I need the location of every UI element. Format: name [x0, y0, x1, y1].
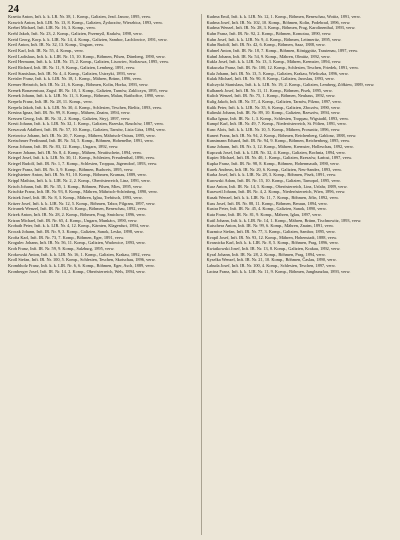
list-entry: Kroh Franz, Inft. IR. Nr. 59, 9. Komp., Salzburg, 1895, verw.	[8, 245, 115, 251]
list-entry: Kutschera Anton, Inft. IR. Nr. 99, 6. Komp., Mähren, Znaim, 1891, verw.	[206, 223, 334, 229]
list-entry: Kronberger Josef, Inft. IR. Nr. 14, 2. Komp., Oberösterreich, Wels, 1894, verw.	[8, 268, 146, 274]
list-entry: Krenek Bonaventura, Zugsf. IR. Nr. 10, 1. Komp., Galizien, Tarnów, Zakliczyn, 1895, verw.	[8, 87, 169, 93]
right-column	[207, 14, 395, 535]
list-entry: Kvapil Josef, Inft. IR. Nr. 93, 12. Komp., Mähren, Hohenstadt, 1888, verw.	[206, 234, 338, 240]
list-entry: Kukuczka Franz, Inft. IR. Nr. 100, 12. Komp., Schlesien, Teschen, Friedek, 1891, verw.	[206, 64, 359, 70]
list-entry: Krenek Johann, Inft. k. k. LIR. Nr. 11, 3. Komp., Böhmen, Malan, Ratibořice, 1890, verw.	[8, 93, 165, 99]
list-entry: Kuhnel Anton, Inft. IR. Nr. 18, 7. Komp., Böhmen, Königgrätz, Trautenau, 1897, verw.	[206, 47, 359, 53]
list-entry: Krivanek Wenzel, Inft. IR. Nr. 102, 6. Komp., Böhmen, Beneschau, 1892, verw.	[8, 206, 148, 212]
list-entry: Krombholz Franz, Inft. k. k. LIR. Nr. 6, 6. Komp., Böhmen, Eger, Asch, 1889, verw.	[8, 262, 155, 268]
list-entry: Kritzer Josef, Inft. k. k. LIR. Nr. 12, 5. Komp., Böhmen, Tabor, Pilgram, 1897, verw.	[8, 200, 156, 206]
list-entry: Krogulec Johann, Inft. IR. Nr. 56, 11. Komp., Galizien, Wadowice, 1893, verw.	[8, 240, 146, 246]
list-entry: Kulhanek Josef, Inft. IR. Nr. 11, 11. Komp., Böhmen, Pisek, 1895, verw.	[206, 87, 333, 93]
list-entry: Kreil Stanislaus, Inft. IR. Nr. 4, 4. Komp., Galizien, Ustrzyki, 1893, verw.	[8, 70, 137, 76]
list-entry: Krippl Mathias, Inft. k. k. LIR. Nr. 2, 2. Komp., Oberösterreich, Linz, 1891, verw.	[8, 178, 151, 184]
list-entry: Kretschmer Ferdinand, Inft. IR. Nr. 54, 5. Komp., Böhmen, Hohenelbe, 1891, verw.	[8, 138, 154, 144]
list-entry: Krisch Johann, Inft. IR. Nr. 35, 1. Komp., Böhmen, Pilsen, Mies, 1895, verw.	[8, 183, 143, 189]
list-entry: Kreisler Franz, Inft. k. k. LIR. Nr. 18, 1. Komp., Mähren, Brünn, 1896, verw.	[8, 76, 142, 82]
list-entry: Kutil Johann, Inft. k. k. LIR. Nr. 14, 1. Komp., Mähren, Brünn, Tischnowitz, 1893, verw.	[206, 217, 362, 223]
list-entry: Kwiatkowski Josef, Inft. IR. Nr. 13, 8. Komp., Galizien, Krakau, 1892, verw.	[206, 245, 341, 251]
list-entry: Kreil Karl, Inft. IR. Nr. 55, 4. Komp., verw.	[8, 47, 84, 53]
list-entry: Krepela Jakob, Inft. k. k. LIR. Nr. 30, 4. Komp., Schlesien, Teschen, Bielitz, 1893, verw.	[8, 104, 163, 110]
list-entry: Kula Johann, Inft. IR. Nr. 13, 5. Komp., Galizien, Krakau, Wieliczka, 1896, verw.	[206, 70, 349, 76]
list-entry: Krofta Karl, Inft. IR. Nr. 73, 7. Komp., Böhmen, Eger, 1891, verw.	[8, 234, 125, 240]
list-entry: Kuhn Franz, Inft. IR. Nr. 92, 2. Komp., Böhmen, Komotau, 1890, verw.	[206, 30, 332, 36]
list-entry: Kristek Josef, Inft. IR. Nr. 8, 3. Komp., Mähren, Iglau, Trebitsch, 1893, verw.	[8, 195, 143, 200]
list-entry: Kumpf Karl, Inft. IR. Nr. 49, 7. Komp., Niederösterreich, St. Pölten, 1891, verw.	[206, 121, 347, 127]
list-entry: Kremer Heinrich, Inft. IR. Nr. 21, 6. Komp., Böhmen, Kolin, Horka, 1893, verw.	[8, 81, 149, 87]
column-divider	[201, 14, 202, 535]
list-entry: Kuss Josef, Inft. IR. Nr. 88, 11. Komp., Böhmen, Beraun, 1894, verw.	[206, 200, 328, 206]
list-entry: Krieger Franz, Inft. IR. Nr. 3, 9. Komp., Böhmen, Budweis, 1895, verw.	[8, 166, 134, 172]
list-entry: Kunstmann Eduard, Inft. IR. Nr. 94, 9. Komp., Böhmen, Reichenberg, 1895, verw.	[206, 138, 351, 144]
list-entry: Kroll Stefan, Inft. IR. Nr. 100, 5. Komp., Schlesien, Teschen, Skotschau, 1896, verw.	[8, 257, 156, 263]
list-entry: Kyral Johann, Inft. IR. Nr. 28, 2. Komp., Böhmen, Prag, 1894, verw.	[206, 251, 326, 257]
list-entry: Kulinski Johann, Inft. IR. Nr. 89, 10. Komp., Galizien, Rzeszów, 1894, verw.	[206, 110, 341, 116]
list-entry: Kulich Wenzel, Inft. IR. Nr. 75, 1. Komp., Böhmen, Neuhaus, 1892, verw.	[206, 93, 336, 99]
list-entry: Krehl Jakob, Inft. Nr. 23, 2. Komp., Galizien, Przemyśl, Kraków, 1898, verw.	[8, 30, 143, 36]
list-entry: Kurowski Adam, Inft. IR. Nr. 15, 10. Komp., Galizien, Tarnopol, 1895, verw.	[206, 178, 341, 184]
list-entry: Kreid Georg, Korp. k. k. LIR. Nr. 14, 4. Komp., Galizien, Sambor, Lachlowice, 1891, verw.	[8, 36, 168, 42]
list-entry: Kuzmicz Stefan, Inft. IR. Nr. 77, 3. Komp., Galizien, Sambor, 1895, verw.	[206, 228, 336, 234]
list-entry: Kupka Franz, Inft. IR. Nr. 98, 8. Komp., Böhmen, Hohenmauth, 1890, verw.	[206, 161, 340, 167]
list-entry: Kuhnl Johann, Inft. IR. Nr. 54, 9. Komp., Mähren, Olmütz, 1892, verw.	[206, 53, 331, 59]
list-entry: Kudrna Josef, Inft. IR. Nr. 102, 10. Komp., Böhmen, Kolin, Podebrad, 1896, verw.	[206, 19, 351, 25]
list-entry: Kunert Franz, Inft. IR. Nr. 94, 2. Komp., Böhmen, Reichenberg, Gablonz, 1888, verw.	[206, 132, 357, 138]
list-entry: Kyselka Wenzel, Inft. IR. Nr. 21, 10. Komp., Böhmen, Časlau, 1890, verw.	[206, 257, 337, 263]
list-entry: Krebet Michael, Inft. LIR. Nr. 16, 3. Komp., verw.	[8, 25, 96, 31]
list-entry: Krischke Franz, Inft. IR. Nr. 93, 8. Komp., Mähren, Mährisch-Schönberg, 1890, verw.	[8, 189, 158, 195]
list-entry: Kriegel Josef, Inft. k. k. LIR. Nr. 30, 11. Komp., Schlesien, Freudenthal, 1896, verw.	[8, 155, 156, 161]
list-entry: Krawtch Anton, Inft. LIR. Nr. 13, 8. Komp., Galizien, Żydaczów, Wierzbica, 1893, verw.	[8, 19, 163, 25]
list-entry: Kresti Johann, Inft. k. k. LIR. Nr. 32, 1. Komp., Galizien, Brzesko, Rzuchów, 1887, verw.	[8, 121, 164, 127]
list-entry: Kresina Ignaz, Inft. IR. Nr. 99, 8. Komp., Mähren, Znaim, 1894, verw.	[8, 110, 131, 116]
list-entry: Krieglsteiner Anton, Inft. IR. Nr. 91, 10. Komp., Böhmen, Krumau, 1889, verw.	[8, 172, 147, 178]
list-entry: Kulka Ignaz, Inft. IR. Nr. 1, 3. Komp., Schlesien, Troppau, Wigstadtl, 1893, verw.	[206, 115, 349, 121]
list-entry: Kulak Michael, Inft. IR. Nr. 90, 8. Komp., Galizien, Jaroslau, 1893, verw.	[206, 76, 335, 82]
list-entry: Kurzweil Johann, Inft. IR. Nr. 4, 2. Komp., Niederösterreich, Wien, 1896, verw.	[206, 189, 346, 195]
list-entry: Kreil Anton, Inft. IR. Nr. 32, 13. Komp., Ungarn, verw.	[8, 42, 105, 48]
list-entry: Kreuz Johann, Inft. IR. Nr. 83, 12. Komp., Ungarn, 1892, verw.	[8, 144, 119, 150]
list-entry: Lacina Franz, Inft. k. k. LIR. Nr. 11, 9. Komp., Böhmen, Jungbunzlau, 1893, verw.	[206, 268, 351, 274]
list-entry: Krepela Franz, Inft. IR. Nr. 28, 11. Komp., verw.	[8, 98, 93, 104]
text-columns	[8, 14, 394, 535]
list-entry: Kreil Richard, Inft. IR. Nr. 11, 9. Komp., Galizien, Lemberg, 1891, verw.	[8, 64, 136, 70]
list-entry: Kupiec Michael, Inft. IR. Nr. 40, 1. Komp., Galizien, Rzeszów, Łańcut, 1897, verw.	[206, 155, 353, 161]
list-entry: Kuhn Josef, Inft. k. k. LIR. Nr. 9, 4. Komp., Böhmen, Leitmeritz, 1895, verw.	[206, 36, 342, 42]
list-entry: Kriegel Rudolf, Inft. IR. Nr. 1, 7. Komp., Schlesien, Troppau, Jägerndorf, 1893, verw.	[8, 161, 158, 167]
list-entry: Krokowski Anton, Inft. k. k. LIR. Nr. 16, 1. Komp., Galizien, Krakau, 1892, verw.	[8, 251, 152, 257]
list-entry: Kurz Anton, Inft. IR. Nr. 14, 5. Komp., Oberösterreich, Linz, Urfahr, 1889, verw.	[206, 183, 348, 189]
list-entry: Kustra Peter, Inft. IR. Nr. 45, 4. Komp., Galizien, Sanok, 1890, verw.	[206, 206, 327, 212]
list-entry: Krizek Anton, Inft. IR. Nr. 28, 2. Komp., Böhmen, Prag, Smichow, 1896, verw.	[8, 211, 146, 217]
left-column	[8, 14, 196, 535]
list-entry: Kulczycki Stanislaus, Inft. k. k. LIR. Nr. 19, 2. Komp., Galizien, Lemberg, Zółkiew, 1889, verw.	[206, 81, 375, 87]
list-entry: Kurek Andreas, Inft. IR. Nr. 20, 6. Komp., Galizien, Neu-Sandez, 1893, verw.	[206, 166, 342, 172]
list-entry: Kusak Wenzel, Inft. k. k. LIR. Nr. 11, 7. Komp., Böhmen, Jičín, 1892, verw.	[206, 195, 339, 200]
list-entry: Kreuzer Johann, Inft. IR. Nr. 8, 4. Komp., Mähren, Neutitschein, 1894, verw.	[8, 149, 142, 155]
list-entry: Kreil Hermann, Inft. k. k. LIR. Nr. 15, 2. Komp., Galizien, Lisowiec, Stoltzowa, 1895, verw.	[8, 59, 170, 65]
list-entry: Krobath Peter, Inft. k. k. LIR. Nr. 4, 12. Komp., Kärnten, Klagenfurt, 1894, verw.	[8, 223, 150, 229]
page-number: 24	[8, 3, 19, 15]
list-entry: Kunz Johann, Inft. IR. Nr. 3, 12. Komp., Mähren, Kremsier, Holleschau, 1892, verw.	[206, 144, 354, 150]
list-entry: Kuhn Rudolf, Inft. IR. Nr. 42, 6. Komp., Böhmen, Saaz, 1888, verw.	[206, 42, 326, 48]
list-entry: Kupczak Josef, Inft. k. k. LIR. Nr. 32, 4. Komp., Galizien, Bochnia, 1894, verw.	[206, 149, 346, 155]
list-entry: Kurka Josef, Inft. k. k. LIR. Nr. 28, 3. Komp., Böhmen, Pisek, 1891, verw.	[206, 172, 337, 178]
list-entry: Kressen Georg, Inft. IR. Nr. 31, 2. Komp., Galizien, Stryj, 1897, verw.	[8, 115, 131, 121]
list-entry: Krocak Johann, Inft. IR. Nr. 9, 3. Komp., Galizien, Sanok, Lesko, 1898, verw.	[8, 228, 144, 234]
list-entry: Kukla Josef, Inft. k. k. LIR. Nr. 13, 3. Komp., Mähren, Kremsier, 1894, verw.	[206, 59, 342, 65]
list-entry: Kretowicz Johann, Inft. IR. Nr. 20, 7. Komp., Mähren, Mährisch-Ostrau, 1895, verw.	[8, 132, 156, 138]
list-entry: Kvasnicka Karl, Inft. k. k. LIR. Nr. 8, 5. Komp., Böhmen, Prag, 1896, verw.	[206, 240, 339, 246]
list-entry: Krizan Michael, Inft. IR. Nr. 65, 4. Komp., Ungarn, Munkács, 1890, verw.	[8, 217, 138, 223]
list-entry: Kuta Franz, Inft. IR. Nr. 81, 9. Komp., Mähren, Iglau, 1897, verw.	[206, 211, 322, 217]
list-entry: Kudrna Emil, Inft. k. k. LIR. Nr. 12, 1. Komp., Böhmen, Beneschau, Wotitz, 1891, verw.	[206, 14, 361, 19]
list-entry: Kudrna Wenzel, Inft. IR. Nr. 28, 3. Komp., Böhmen, Prag, Karolinenthal, 1893, verw.	[206, 25, 356, 31]
list-entry: Kulik Peter, Inft. k. k. LIR. Nr. 35, 6. Komp., Galizien, Złoczów, 1890, verw.	[206, 104, 341, 110]
list-entry: Kulig Jakob, Inft. IR. Nr. 57, 4. Komp., Galizien, Tarnów, Pilzno, 1897, verw.	[206, 98, 342, 104]
list-entry: Kraetta Anton, Inft. k. k. LR. Nr. 38, 1. Komp., Galizien, Jezd. Janow, 1895, verw.	[8, 14, 152, 19]
list-entry: Kreszczak Adalbert, Inft. IR. Nr. 57, 10. Komp., Galizien, Tarnów, Lisia Góra, 1894, verw.	[8, 127, 166, 133]
list-entry: Labuda Josef, Inft. IR. Nr. 100, 4. Komp., Schlesien, Teschen, 1897, verw.	[206, 262, 336, 268]
list-entry: Kreil Ladislaus, Inft. k. k. LIR. Nr. 15, 10. Komp., Böhmen, Pilsen, Dürnberg, 1890, verw.	[8, 53, 166, 59]
list-entry: Kunc Alois, Inft. k. k. LIR. Nr. 10, 5. Komp., Mähren, Prossnitz, 1896, verw.	[206, 127, 341, 133]
